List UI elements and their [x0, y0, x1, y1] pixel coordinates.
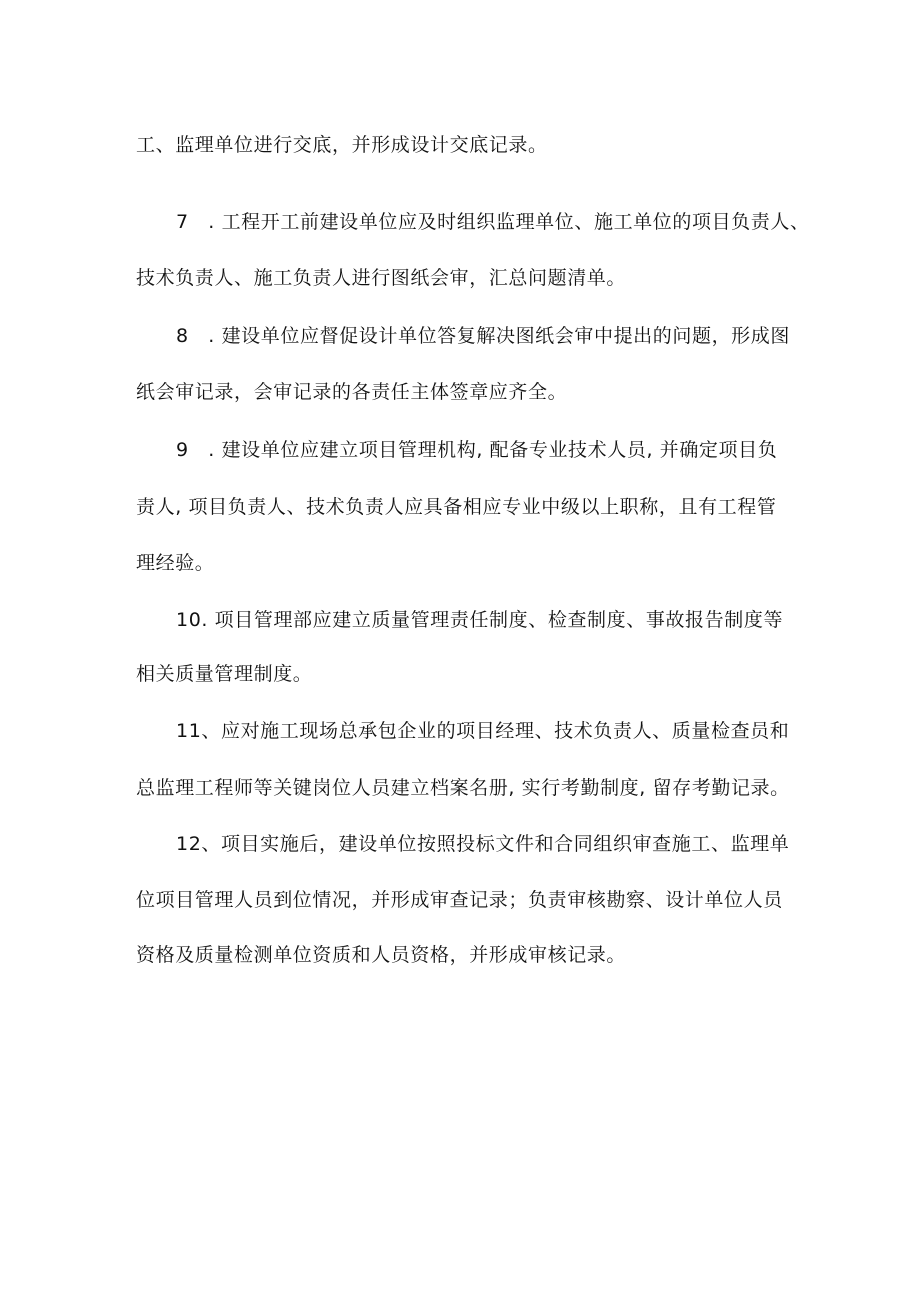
paragraph-10-line-2: 相关质量管理制度。 — [136, 663, 313, 685]
paragraph-8-line-1: 8 . 建设单位应督促设计单位答复解决图纸会审中提出的问题，形成图 — [176, 325, 790, 347]
paragraph-11-line-1: 11、应对施工现场总承包企业的项目经理、技术负责人、质量检查员和 — [176, 720, 790, 742]
paragraph-6-line-2: 工、监理单位进行交底，并形成设计交底记录。 — [136, 134, 548, 156]
paragraph-9-line-3: 理经验。 — [136, 552, 215, 574]
paragraph-9-line-1: 9 . 建设单位应建立项目管理机构, 配备专业技术人员, 并确定项目负 — [176, 439, 778, 461]
paragraph-7-line-2: 技术负责人、施工负责人进行图纸会审，汇总问题清单。 — [136, 267, 627, 289]
paragraph-12-line-2: 位项目管理人员到位情况，并形成审查记录；负责审核勘察、设计单位人员 — [136, 889, 783, 911]
paragraph-9-line-2: 责人, 项目负责人、技术负责人应具备相应专业中级以上职称，且有工程管 — [136, 496, 777, 518]
paragraph-12-line-3: 资格及质量检测单位资质和人员资格，并形成审核记录。 — [136, 944, 627, 966]
paragraph-7-line-1: 7 . 工程开工前建设单位应及时组织监理单位、施工单位的项目负责人、 — [176, 211, 810, 233]
paragraph-11-line-2: 总监理工程师等关键岗位人员建立档案名册, 实行考勤制度, 留存考勤记录。 — [136, 777, 790, 799]
paragraph-12-line-1: 12、项目实施后，建设单位按照投标文件和合同组织审查施工、监理单 — [176, 833, 790, 855]
paragraph-10-line-1: 10. 项目管理部应建立质量管理责任制度、检查制度、事故报告制度等 — [176, 609, 784, 631]
paragraph-8-line-2: 纸会审记录，会审记录的各责任主体签章应齐全。 — [136, 381, 568, 403]
